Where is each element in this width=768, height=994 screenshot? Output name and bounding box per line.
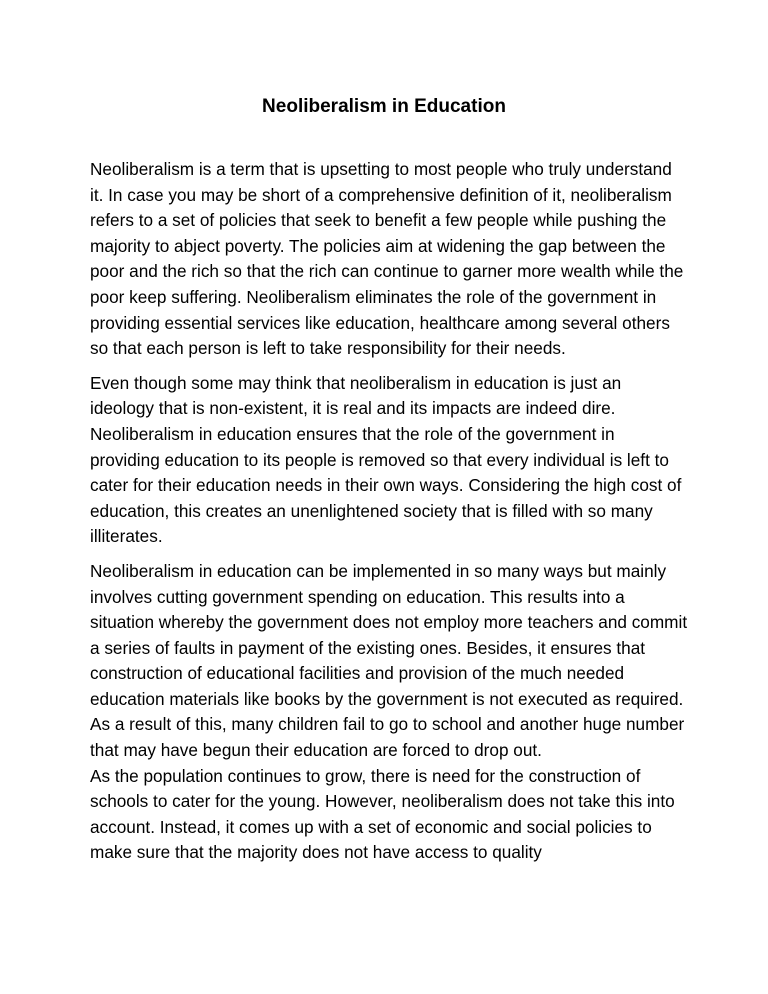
document-title: Neoliberalism in Education [262, 96, 506, 117]
paragraph-2: Even though some may think that neoliberalism in education is just an ideology that is non-existent, it is real and its impacts are indeed dire. Neoliberalism in education ensures that the role of the government in providing education to its people is removed so that every individual is left to cater for their education needs in their own ways. Considering the high cost of education, this creates an unenlightened society that is filled with so many illiterates. [90, 372, 682, 547]
paragraph-1: Neoliberalism is a term that is upsetting to most people who truly understand it. In case you may be short of a comprehensive definition of it, neoliberalism refers to a set of policies that seek to benefit a few people while pushing the majority to abject poverty. The policies aim at widening the gap between the poor and the rich so that the rich can continue to garner more wealth while the poor keep suffering. Neoliberalism eliminates the role of the government in providing essential services like education, healthcare among several others so that each person is left to take responsibility for their needs. [90, 159, 684, 359]
document-body [90, 157, 688, 875]
paragraph-3: Neoliberalism in education can be implemented in so many ways but mainly involves cutting government spending on education. This results into a situation whereby the government does not employ more teachers and commit a series of faults in payment of the existing ones. Besides, it ensures that construction of educational facilities and provision of the much needed education materials like books by the government is not executed as required. As a result of this, many children fail to go to school and another huge number that may have begun their education are forced to drop out. [90, 560, 688, 761]
paragraph-4: As the population continues to grow, there is need for the construction of schools to cater for the young. However, neoliberalism does not take this into account. Instead, it comes up with a set of economic and social policies to make sure that the majority does not have access to quality [90, 765, 675, 863]
